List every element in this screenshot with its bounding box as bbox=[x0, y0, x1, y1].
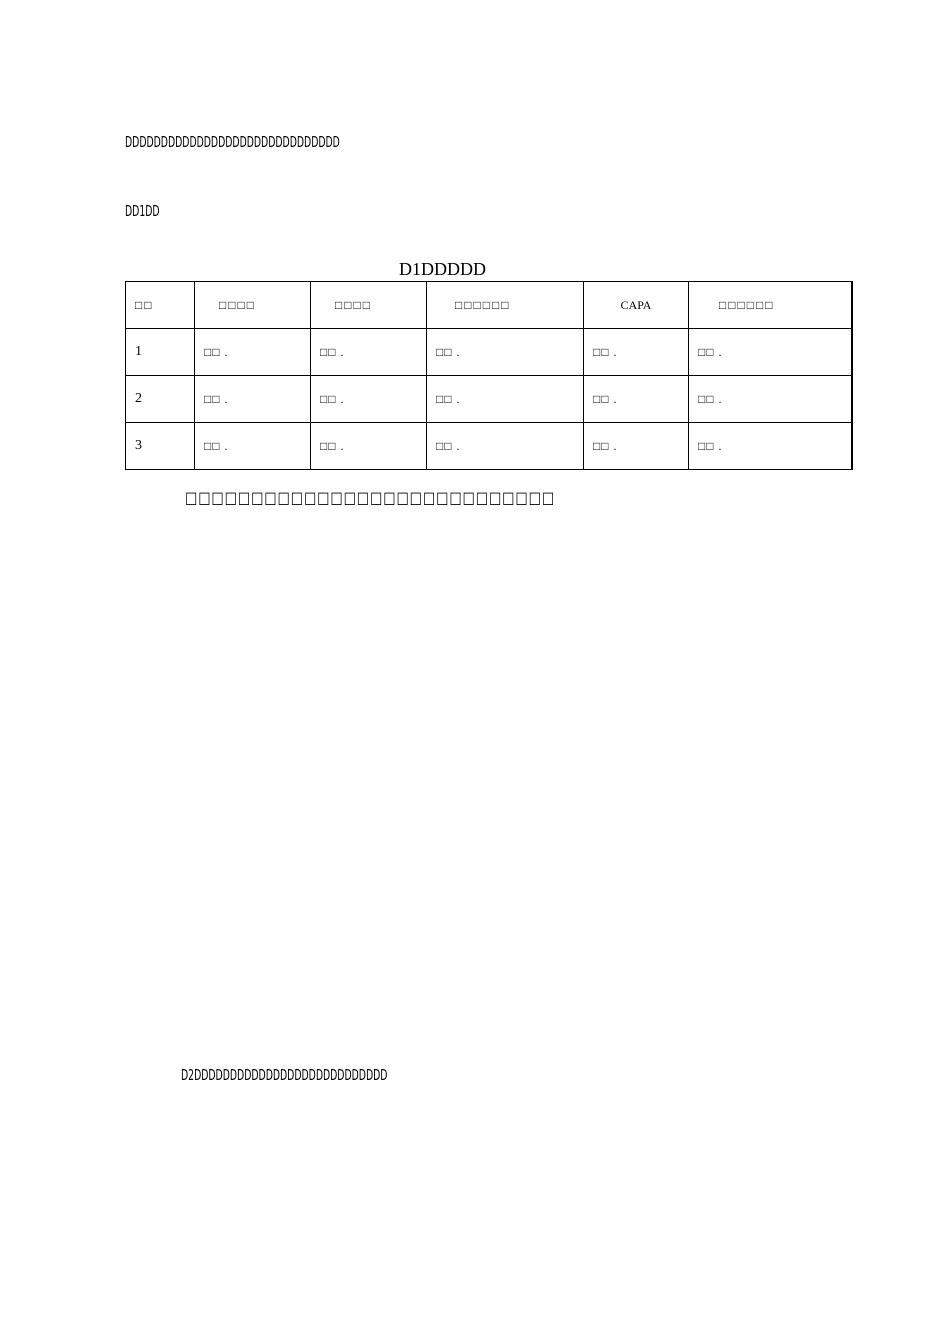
row-index: 3 bbox=[126, 423, 195, 470]
table-note: □□□□□□□□□□□□□□□□□□□□□□□□□□□□ bbox=[185, 488, 556, 507]
header-cell-2: □□□□ bbox=[195, 282, 311, 329]
record-table bbox=[125, 281, 853, 470]
table-row bbox=[126, 329, 852, 376]
table-header-row bbox=[126, 282, 852, 329]
header-cell-4: □□□□□□ bbox=[427, 282, 584, 329]
row-index: 2 bbox=[126, 376, 195, 423]
row-index: 1 bbox=[126, 329, 195, 376]
header-cell-index: □□ bbox=[126, 282, 195, 329]
table-cell: □□ . bbox=[311, 329, 427, 376]
table-row bbox=[126, 423, 852, 470]
header-cell-3: □□□□ bbox=[311, 282, 427, 329]
table-row bbox=[126, 376, 852, 423]
table-cell: □□ . bbox=[311, 423, 427, 470]
table-cell: □□ . bbox=[427, 376, 584, 423]
table-cell: □□ . bbox=[427, 329, 584, 376]
table-cell: □□ . bbox=[195, 423, 311, 470]
header-cell-capa: CAPA bbox=[584, 282, 689, 329]
d2-heading: D2DDDDDDDDDDDDDDDDDDDDDDDDDDD bbox=[181, 1066, 388, 1084]
table-cell: □□ . bbox=[311, 376, 427, 423]
table-cell: □□ . bbox=[195, 329, 311, 376]
table-cell: □□ . bbox=[584, 423, 689, 470]
header-cell-6: □□□□□□ bbox=[689, 282, 852, 329]
section-label: DD1DD bbox=[125, 202, 160, 220]
table-cell: □□ . bbox=[689, 329, 852, 376]
table-cell: □□ . bbox=[195, 376, 311, 423]
table-cell: □□ . bbox=[689, 376, 852, 423]
table-cell: □□ . bbox=[584, 329, 689, 376]
table-caption: D1DDDDD bbox=[399, 259, 486, 279]
table-cell: □□ . bbox=[427, 423, 584, 470]
table-cell: □□ . bbox=[584, 376, 689, 423]
document-heading: DDDDDDDDDDDDDDDDDDDDDDDDDDDDDD bbox=[125, 133, 340, 151]
table-cell: □□ . bbox=[689, 423, 852, 470]
